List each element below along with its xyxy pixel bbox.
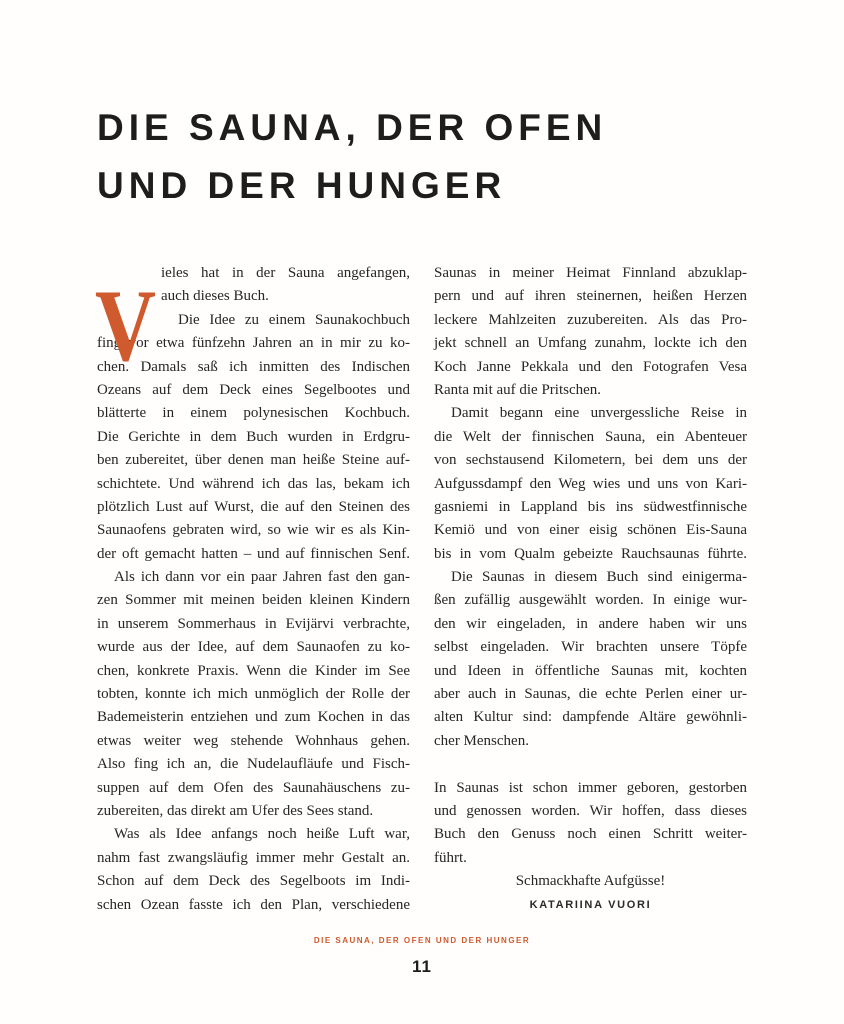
text-line: schichtete. Und während ich das las, bekam ich bbox=[97, 475, 410, 492]
text-line: plötzlich Lust auf Wurst, die auf den Steinen des bbox=[97, 498, 410, 515]
text-line: Kemiö und von einer eisig schönen Eis-Sauna bbox=[434, 522, 747, 539]
text-line: Saunaofens gebraten wird, so wie wir es als Kin- bbox=[97, 522, 410, 539]
text-line: In Saunas ist schon immer geboren, gestorben bbox=[434, 779, 747, 796]
text-line: blätterte in einem polynesischen Kochbuch. bbox=[97, 405, 410, 422]
text-line: schen Ozean fasste ich den Plan, verschiedene bbox=[97, 896, 410, 913]
text-line: gasniemi in Lappland bis ins südwestfinnische bbox=[434, 498, 747, 515]
text-line: ßen zufällig ausgewählt worden. In einige wur- bbox=[434, 592, 747, 609]
text-line: nahm fast zwangsläufig immer mehr Gestalt an. bbox=[97, 849, 410, 866]
text-line: Schon auf dem Deck des Segelboots im Indi- bbox=[97, 873, 410, 890]
text-line: ben zubereitet, über denen man heiße Steine auf- bbox=[97, 452, 410, 469]
text-line: Schmackhafte Aufgüsse! bbox=[515, 873, 666, 890]
text-line: und genossen worden. Wir hoffen, dass dieses bbox=[434, 802, 747, 819]
text-line: bis in vom Qualm gebeizte Rauchsaunas führte. bbox=[434, 545, 747, 562]
page-number: 11 bbox=[412, 957, 432, 976]
text-column-left: V ieles hat in der Sauna angefangen, auch dieses Buch. Die Idee zu einem Saunakochbuch fing vor etwa fünfzehn Jahren an in mir zu ko- chen. Damals saß ich inmitten des Indischen Ozeans auf dem Deck eines Segelbootes und blätterte in einem polynesischen Kochbuch. Die Gerichte in dem Buch wurden in Erdgru- ben zubereitet, über denen man heiße Steine auf- schichtete. Und während ich das las, bekam ich plötzlich Lust auf Wurst, die auf den Steinen des Saunaofens gebraten wird, so wie wir es als Kin- der oft gemacht hatten – und auf finnischen Senf. Als ich dann vor ein paar Jahren fast den gan- zen Sommer mit meinen beiden kleinen Kindern in unserem Sommerhaus in Evijärvi verbrachte, wurde aus der Idee, auf dem Saunaofen zu ko- chen, konkrete Praxis. Wenn die Kinder im See tobten, konnte ich mich unmöglich der Rolle der Bademeisterin entziehen und zum Kochen in das etwas weiter weg stehende Wohnhaus gehen. Also fing ich an, die Nudelaufläufe und Fisch- suppen auf dem Ofen des Saunahäuschens zu- zubereiten, das direkt am Ufer des Sees stand. Was als Idee anfangs noch heiße Luft war, nahm fast zwangsläufig immer mehr Gestalt an. Schon auf dem Deck des Segelboots im Indi- schen Ozean fasste ich den Plan, verschiedene bbox=[97, 262, 410, 917]
author-name: KATARIINA VUORI bbox=[529, 898, 652, 911]
page-title bbox=[97, 99, 607, 215]
text-line: ieles hat in der Sauna angefangen, bbox=[161, 265, 410, 281]
text-column-right bbox=[434, 262, 747, 917]
text-line: Damit begann eine unvergessliche Reise in bbox=[451, 405, 747, 422]
text-line: wurde aus der Idee, auf dem Saunaofen zu ko- bbox=[97, 639, 410, 656]
text-line: führt. bbox=[434, 849, 467, 866]
text-line: zen Sommer mit meinen beiden kleinen Kindern bbox=[97, 592, 410, 609]
text-line: chen, konkrete Praxis. Wenn die Kinder im See bbox=[97, 662, 410, 679]
text-line: Ozeans auf dem Deck eines Segelbootes und bbox=[97, 381, 410, 398]
text-line: Die Saunas in diesem Buch sind einigerma- bbox=[451, 569, 747, 586]
blank-line bbox=[434, 753, 747, 776]
text-line: jekt schnell an Umfang zunahm, lockte ich den bbox=[434, 335, 747, 352]
text-line: Saunas in meiner Heimat Finnland abzuklap- bbox=[434, 265, 747, 281]
text-line: der oft gemacht hatten – und auf finnischen Senf. bbox=[97, 545, 410, 562]
text-line: leckere Mahlzeiten zuzubereiten. Als das Pro- bbox=[434, 311, 747, 328]
text-line: auch dieses Buch. bbox=[161, 288, 269, 305]
text-line: tobten, konnte ich mich unmöglich der Rolle der bbox=[97, 686, 410, 703]
text-line: Buch den Genuss noch einen Schritt weiter- bbox=[434, 826, 747, 843]
text-line: Bademeisterin entziehen und zum Kochen in das bbox=[97, 709, 410, 726]
text-line: cher Menschen. bbox=[434, 732, 529, 749]
text-line: Koch Janne Pekkala und den Fotografen Vesa bbox=[434, 358, 747, 375]
text-line: Also fing ich an, die Nudelaufläufe und Fisch- bbox=[97, 756, 410, 773]
text-line: alten Kultur sind: dampfende Altäre gewöhnli- bbox=[434, 709, 747, 726]
page-title-line-2: UND DER HUNGER bbox=[97, 165, 507, 206]
text-line: Die Gerichte in dem Buch wurden in Erdgru- bbox=[97, 428, 410, 445]
text-line: pern und auf ihren steinernen, heißen Herzen bbox=[434, 288, 747, 305]
text-line: fing vor etwa fünfzehn Jahren an in mir zu ko- bbox=[97, 335, 410, 352]
running-footer-title: DIE SAUNA, DER OFEN UND DER HUNGER bbox=[313, 936, 531, 945]
text-line: Aufgussdampf den Weg wies und uns von Kari- bbox=[434, 475, 747, 492]
text-line: Was als Idee anfangs noch heiße Luft war, bbox=[114, 826, 410, 843]
text-line: chen. Damals saß ich inmitten des Indischen bbox=[97, 358, 410, 375]
text-line: zubereiten, das direkt am Ufer des Sees stand. bbox=[97, 802, 374, 819]
text-line: aber auch in Saunas, die echte Perlen einer ur- bbox=[434, 686, 747, 703]
text-line: selbst eingeladen. Wir brachten unsere Töpfe bbox=[434, 639, 747, 656]
text-line: Als ich dann vor ein paar Jahren fast den gan- bbox=[114, 569, 410, 586]
text-line: und Ideen in öffentliche Saunas mit, kochten bbox=[434, 662, 747, 679]
text-line: die Welt der finnischen Sauna, ein Abenteuer bbox=[434, 428, 747, 445]
text-line: den wir eingeladen, in andere haben wir uns bbox=[434, 615, 747, 632]
text-line: in unserem Sommerhaus in Evijärvi verbrachte, bbox=[97, 615, 410, 632]
text-line: Ranta mit auf die Pritschen. bbox=[434, 381, 602, 398]
text-line: von sechstausend Kilometern, bei dem uns der bbox=[434, 452, 747, 469]
text-line: etwas weiter weg stehende Wohnhaus gehen. bbox=[97, 732, 410, 749]
page-title-line-1: DIE SAUNA, DER OFEN bbox=[97, 107, 608, 148]
text-line: suppen auf dem Ofen des Saunahäuschens zu- bbox=[97, 779, 410, 796]
text-line: Die Idee zu einem Saunakochbuch bbox=[178, 311, 410, 328]
